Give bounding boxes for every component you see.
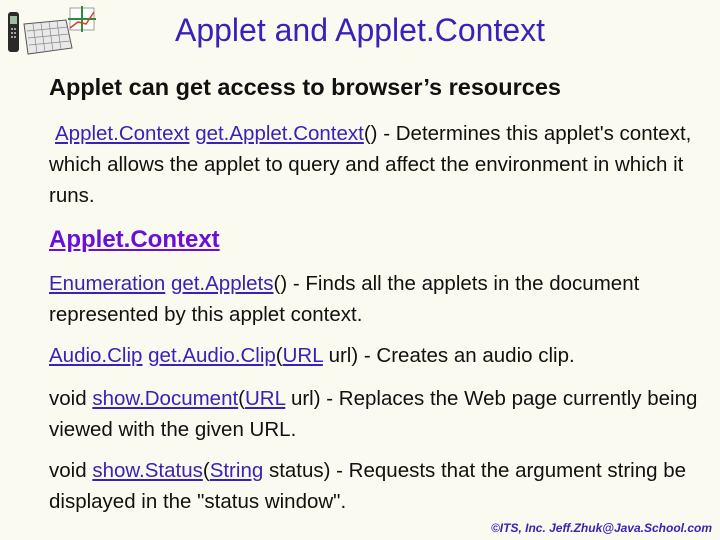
entry-param: url) xyxy=(285,387,321,410)
entry-paren: ( xyxy=(202,459,210,482)
entry-method-link[interactable]: get.Audio.Clip xyxy=(148,344,276,367)
entry-method-link[interactable]: get.Applets xyxy=(170,272,274,295)
entry-param-type-link[interactable]: URL xyxy=(282,344,323,367)
entry-show-status xyxy=(49,455,704,517)
intro-paragraph xyxy=(49,118,704,211)
entry-param: url) xyxy=(322,344,359,367)
entry-type: void xyxy=(49,387,87,410)
entry-enumeration xyxy=(49,268,704,330)
entry-description: - Finds all the applets in the document represented by this applet context. xyxy=(49,272,640,326)
entry-type-link[interactable]: Enumeration xyxy=(49,272,166,295)
intro-signature: () xyxy=(363,122,378,145)
entry-param-type-link[interactable]: URL xyxy=(245,387,286,410)
entry-description: - Requests that the argument string be displayed in the "status window". xyxy=(49,459,686,513)
entry-audio-clip xyxy=(49,340,704,371)
entry-description: - Creates an audio clip. xyxy=(358,344,575,367)
entry-type-link[interactable]: Audio.Clip xyxy=(49,344,143,367)
entry-param: status) xyxy=(263,459,331,482)
entry-show-document xyxy=(49,383,704,445)
entry-param-type-link[interactable]: String xyxy=(209,459,264,482)
entry-type: void xyxy=(49,459,87,482)
page-title: Applet and Applet.Context xyxy=(174,12,546,48)
entry-method-link[interactable]: show.Document xyxy=(92,387,239,410)
intro-type-link[interactable]: Applet.Context xyxy=(55,122,190,145)
subtitle: Applet can get access to browser’s resources xyxy=(49,74,561,100)
footer-copyright: ©ITS, Inc. Jeff.Zhuk@Java.School.com xyxy=(490,521,712,535)
section-heading-link[interactable]: Applet.Context xyxy=(49,226,220,253)
entry-method-link[interactable]: show.Status xyxy=(92,459,203,482)
intro-description: - Determines this applet's context, which allows the applet to query and affect the environment in which it runs. xyxy=(49,122,692,207)
entry-paren: ( xyxy=(275,344,283,367)
phone-keyboard-logo-icon xyxy=(6,4,98,62)
entry-description: - Replaces the Web page currently being viewed with the given URL. xyxy=(49,387,698,441)
entry-paren: ( xyxy=(238,387,245,410)
entry-signature: () xyxy=(273,272,288,295)
intro-method-link[interactable]: get.Applet.Context xyxy=(195,122,364,145)
